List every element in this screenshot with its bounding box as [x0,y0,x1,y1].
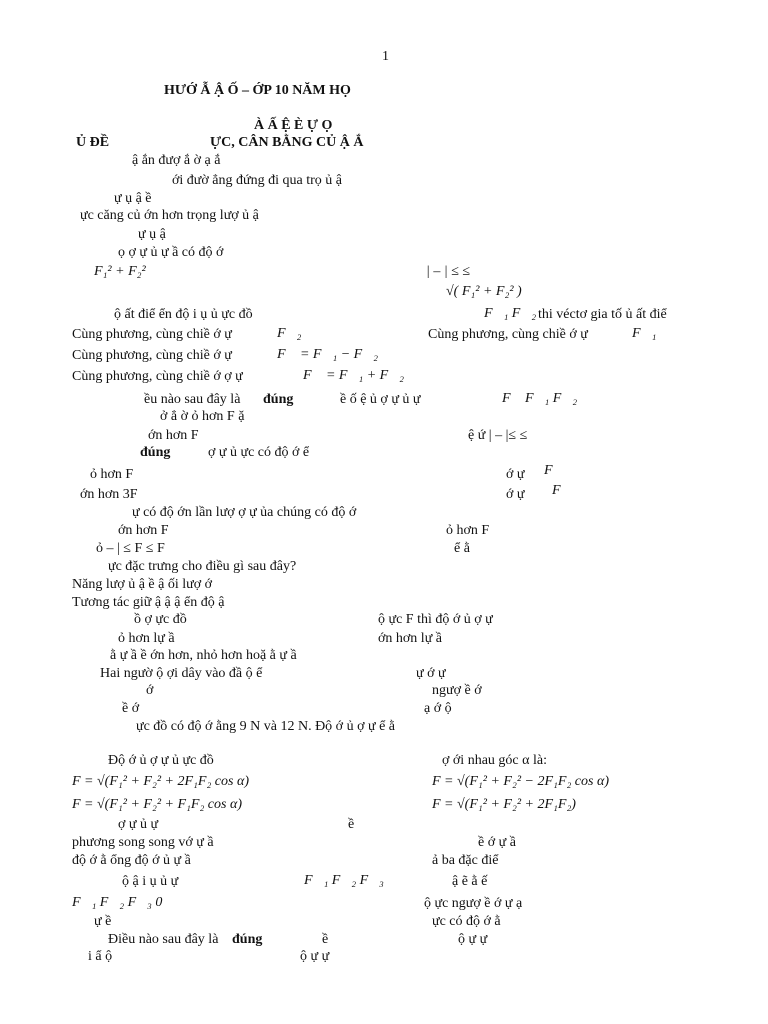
option-line: Cùng phương, cùng chiề ớ ự [428,327,588,342]
option-line: ạ ớ ộ [424,701,452,716]
option-line: ỏ hơn lự ầ [118,631,175,646]
question-line: ợ ự ủ ự [118,817,159,832]
option-line: ể ằ [454,541,470,556]
question-line: ợ ới nhau góc α là: [442,753,547,768]
option-line: ngượ ề ớ [432,683,482,698]
formula-option-d: F = √(F₁² + F₂² + 2F₁F₂) [432,797,576,812]
option-line: ớn hơn F [118,523,169,538]
option-line: phương song song vớ ự ầ [72,835,214,850]
option-line: ỏ hơn F [90,467,134,482]
option-line: ộ ực ngượ ề ớ ự ạ [424,896,523,911]
question-line: ề [348,817,355,832]
option-line: ớ ự [506,487,525,502]
option-line: ự ề [94,914,112,929]
text-line: ộ ất điể ển độ i ụ ủ ực đồ [114,307,253,322]
chapter-label: Ủ ĐỀ [76,135,110,150]
text-line: ở ẳ ờ ỏ hơn F ặ [160,409,245,424]
document-title-line2: À Ấ Ệ È Ự Ọ [254,118,333,133]
text-line: ộ ực F thì độ ớ ủ ợ ự [378,612,493,627]
formula-abs-inequality: | – | ≤ ≤ [426,264,471,279]
page-number: 1 [382,49,389,64]
formula-option-b: F = √(F₁² + F₂² − 2F₁F₂ cos α) [432,774,609,789]
text-line: ực căng củ ớn hơn trọng lượ ủ ậ [80,208,259,223]
formula-option-c: F = √(F₁² + F₂² + F₁F₂ cos α) [72,797,242,812]
question-line: Độ ớ ủ ợ ự ủ ực đồ [108,753,214,768]
question-line: ộ ự ự [458,932,488,947]
option-line: Năng lượ ủ ậ ề ậ ối lượ ớ [72,577,213,592]
question-emphasis: đúng [232,932,263,947]
formula-vectors: F⃗₁ F⃗₂ [484,306,537,321]
option-line: ả ba đặc điể [432,853,499,868]
option-line: ộ ự ự [300,949,330,964]
chapter-title: ỰC, CÂN BẰNG CỦ Ậ Ắ [210,135,364,150]
formula-sum-squares: F₁² + F₂² [94,264,146,279]
question-line: ộ ậ i ụ ủ ự [122,874,179,889]
text-line: ệ ứ | – |≤ ≤ [468,428,528,443]
option-line: ớ [146,683,154,698]
text-line: thi véctơ gia tố ủ ất điể [538,307,667,322]
document-title-line1: HƯỚ Ẫ Ậ Ố – ỚP 10 NĂM HỌ [164,83,351,98]
option-line: ề ớ ự ầ [478,835,516,850]
option-line: ực có độ ớ ằ [432,914,501,929]
formula-option-a: F = √(F₁² + F₂² + 2F₁F₂ cos α) [72,774,249,789]
option-line: ằ ự ầ ề ớn hơn, nhỏ hơn hoặ ằ ự ầ [110,648,297,663]
formula-vector: F⃗ [552,483,572,498]
question-line: ợ ự ủ ực có độ ớ ể [208,445,310,460]
text-line: ậ ắn đượ ắ ờ ạ ắ [132,153,221,168]
question-line: ều nào sau đây là [144,392,241,407]
option-line: ề ớ [122,701,140,716]
question-emphasis: đúng [140,445,171,460]
formula-sqrt-pair: √( F₁² + F₂² ) [446,284,522,299]
question-line: ề ố ệ ủ ợ ự ủ ự [340,392,421,407]
option-line: ỏ hơn F [446,523,490,538]
formula-vector: F⃗₁ [632,326,657,341]
formula-sum: F⃗ = F⃗₁ + F⃗₂ [303,368,404,383]
option-line: ỏ – | ≤ F ≤ F [96,541,165,556]
question-line: ậ ẽ ằ ế [452,874,488,889]
option-line: Cùng phương, cùng chiề ớ ợ ự [72,369,243,384]
option-line: ớ ự [506,467,525,482]
option-line: Cùng phương, cùng chiề ớ ự [72,348,232,363]
question-line: ự ớ ự [416,666,446,681]
formula-vectors-row: F⃗ F⃗₁ F⃗₂ [502,391,578,406]
text-line: ớn hơn F [148,428,199,443]
question-line: ự có độ ớn lần lượ ợ ự ủa chúng có độ ớ [132,505,357,520]
text-line: ồ ợ ực đồ [134,612,187,627]
formula-zero-sum: F⃗₁ F⃗₂ F⃗₃ 0⃗ [72,895,174,910]
text-line: ự ụ ậ [138,227,166,242]
question-line: ực đặc trưng cho điều gì sau đây? [108,559,297,574]
formula-vector: F⃗₂ [277,326,302,341]
text-line: ự ụ ậ ề [114,191,152,206]
option-line: Cùng phương, cùng chiề ớ ự [72,327,232,342]
question-line: ề [322,932,329,947]
option-line: i ẩ ộ [88,949,113,964]
option-line: độ ớ ằ ổng độ ớ ủ ự ầ [72,853,191,868]
question-line: Hai ngườ ộ ợi dây vào đầ ộ ể [100,666,263,681]
option-line: ớn hơn 3F [80,487,138,502]
question-line: Điều nào sau đây là [108,932,219,947]
text-line: ọ ợ ự ủ ự ầ có độ ớ [118,245,224,260]
option-line: Tương tác giữ ậ ậ ậ ển độ ậ [72,595,225,610]
question-emphasis: đúng [263,392,294,407]
question-line: ực đồ có độ ớ ằng 9 N và 12 N. Độ ớ ủ ợ ự ể ằ [136,719,395,734]
formula-three-vectors: F⃗₁ F⃗₂ F⃗₃ [304,873,384,888]
text-line: ới đườ ẳng đứng đi qua trọ ủ ậ [172,173,342,188]
option-line: ớn hơn lự ầ [378,631,442,646]
formula-vector: F⃗ [544,463,564,478]
formula-difference: F⃗ = F⃗₁ − F⃗₂ [277,347,378,362]
